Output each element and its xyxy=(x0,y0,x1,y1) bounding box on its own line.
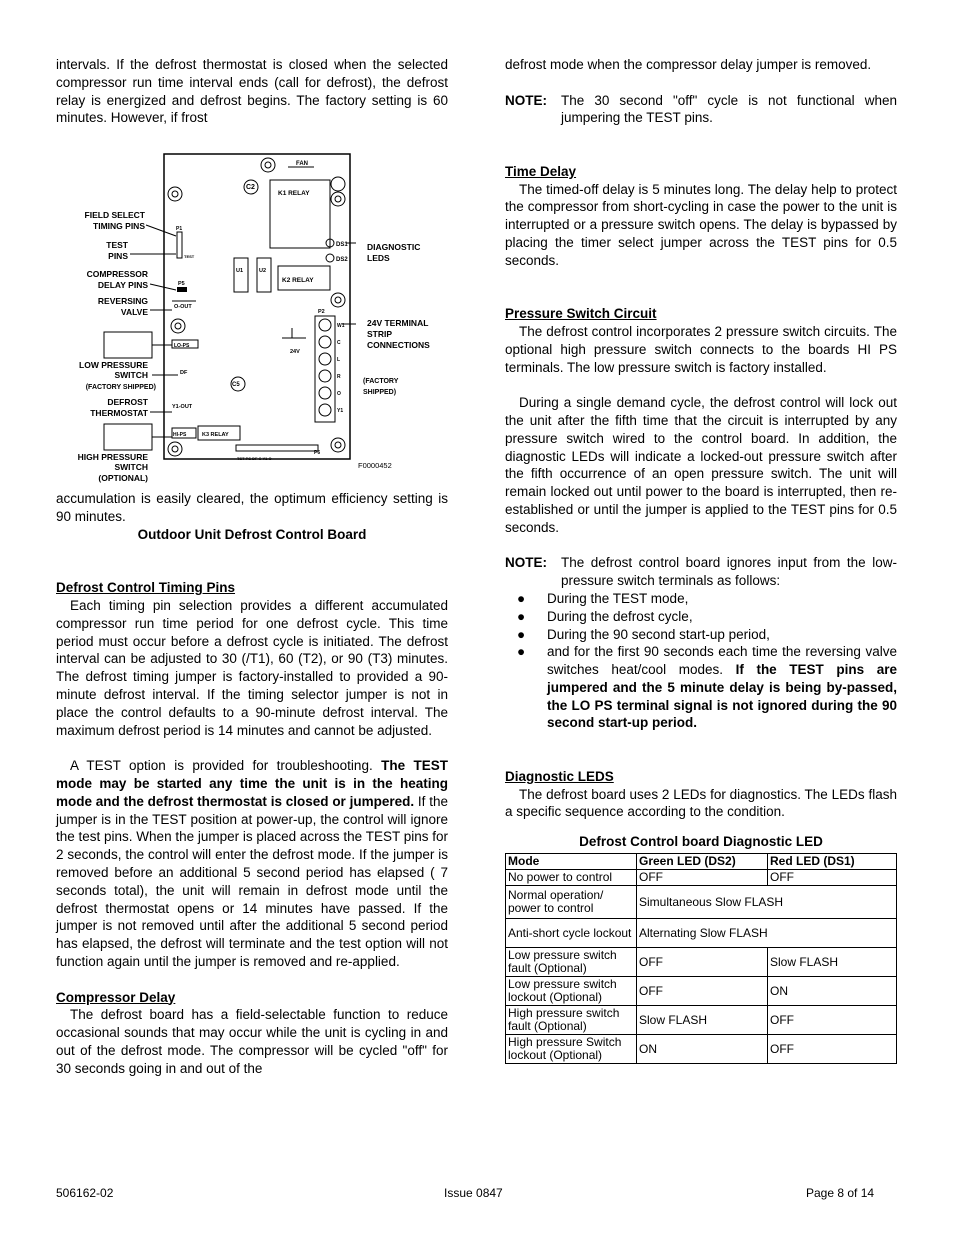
switch-label: SWITCH xyxy=(114,370,148,380)
k1-label: K1 RELAY xyxy=(278,190,310,197)
w1-label: W1 xyxy=(337,323,345,329)
test-text-a: A TEST option is provided for troubleshooting. xyxy=(70,758,373,774)
leds-label: LEDS xyxy=(367,253,390,263)
lo-ps-label: LO-PS xyxy=(174,343,190,349)
page-number: Page 8 of 14 xyxy=(806,1186,875,1200)
v24-label: 24V xyxy=(290,349,300,355)
table-row: Low pressure switch lockout (Optional) OFF ON xyxy=(506,977,897,1006)
l-label: L xyxy=(337,357,341,363)
optional-label: (OPTIONAL) xyxy=(98,473,148,483)
shipped-label: SHIPPED) xyxy=(363,389,397,396)
figure-caption: Outdoor Unit Defrost Control Board xyxy=(137,526,367,542)
delay-pins-label: DELAY PINS xyxy=(97,280,148,290)
test-text-bold: The TEST mode may be started any time the unit is in the heating mode and the defrost thermostat is closed or jumpered. xyxy=(56,758,448,809)
pressure-paragraph-2: During a single demand cycle, the defrost control will lock out the unit after the fifth time that the circuit is interrupted by any pressure switch wired to the control board. In addition, the diagnostic LEDs will indicate a locked-out pressure switch after the fifth occurrence of an open pressure switch. The unit will remain locked out until power to the board is interrupted, then re-established or until the jumper is applied to the TEST pins for 0.5 seconds. xyxy=(505,395,897,535)
test-paragraph xyxy=(56,757,448,971)
note1-text: The 30 second "off" cycle is not functional when jumpering the TEST pins. xyxy=(561,92,897,126)
right-column xyxy=(505,56,897,1064)
issue-number: Issue 0847 xyxy=(444,1186,503,1200)
doc-number: 506162-02 xyxy=(56,1186,114,1200)
pressure-paragraph: The defrost control incorporates 2 pressure switch circuits. The optional high pressure switch connects to the boards HI PS terminals. The low pressure switch is factory installed. xyxy=(505,323,897,375)
table-row: Normal operation/ power to control Simultaneous Slow FLASH xyxy=(506,886,897,919)
ds2-label: DS2 xyxy=(336,257,348,263)
figure-code: F0000452 xyxy=(358,461,392,470)
diagnostic-heading: Diagnostic LEDS xyxy=(505,768,614,784)
low-pressure-label: LOW PRESSURE xyxy=(79,360,148,370)
connections-label: CONNECTIONS xyxy=(367,340,430,350)
defrost-label: DEFROST xyxy=(107,397,148,407)
note1-label: NOTE: xyxy=(505,92,547,108)
df-label: DF xyxy=(180,370,188,376)
u1-label: U1 xyxy=(236,268,244,274)
intro-paragraph: intervals. If the defrost thermostat is closed when the selected compressor run time interval ends (call for defrost), the defrost relay is energized and defrost begins. The factory setting is 60 minutes. However, if frost xyxy=(56,57,448,126)
p5-label: P5 xyxy=(178,281,185,287)
list-item: ● and for the first 90 seconds each time the reversing valve switches heat/cool modes. If the TEST pins are jumpered and the 5 minute delay is being by-passed, the LO PS terminal signal is not ignored during the 90 second start-up period. xyxy=(517,644,897,731)
reversing-label: REVERSING xyxy=(97,296,148,306)
list-item: ● During the TEST mode, xyxy=(517,590,689,606)
list-item: ● During the defrost cycle, xyxy=(517,608,693,624)
c5-label: C5 xyxy=(232,382,240,388)
compressor-paragraph: The defrost board has a field-selectable function to reduce occasional sounds that may occur while the unit is cycling in and out of the defrost mode. The compressor will be cycled "off" for 30 seconds going in and out of the xyxy=(56,1007,448,1076)
diagnostic-paragraph: The defrost board uses 2 LEDs for diagnostics. The LEDs flash a specific sequence according to the condition. xyxy=(505,786,897,820)
timing-paragraph: Each timing pin selection provides a different accumulated compressor run time period for one defrost cycle. This time period must occur before a defrost cycle is initiated. The defrost interval can be adjusted to 30 (/T1), 60 (T2), or 90 (T3) minutes. The defrost timing jumper is factory-installed to provided a 90-minute defrost interval. If the timing selector jumper is not in place the control defaults to a 90-minute defrost interval. The maximum defrost period is 14 minutes and cannot be adjusted. xyxy=(56,597,448,738)
defrost-board-diagram xyxy=(60,148,448,488)
test-small-label: TEST xyxy=(184,254,195,259)
thermostat-label: THERMOSTAT xyxy=(90,408,148,418)
k3-label: K3 RELAY xyxy=(202,432,229,438)
note2-text: The defrost control board ignores input from the low-pressure switch terminals as follows: xyxy=(561,555,897,589)
p6-label: P6 xyxy=(314,450,321,456)
test-label: TEST xyxy=(106,240,128,250)
table-header: Mode xyxy=(506,854,637,870)
c2-label: C2 xyxy=(246,184,255,191)
switch2-label: SWITCH xyxy=(114,462,148,472)
v24-terminal-label: 24V TERMINAL xyxy=(367,318,429,328)
table-header: Red LED (DS1) xyxy=(768,854,897,870)
list-item: ● During the 90 second start-up period, xyxy=(517,626,770,642)
y1-label: Y1 xyxy=(337,408,344,414)
ds1-label: DS1 xyxy=(336,242,348,248)
right-intro: defrost mode when the compressor delay jumper is removed. xyxy=(505,57,872,72)
p1-label: P1 xyxy=(176,226,183,232)
factory-shipped-label: (FACTORY SHIPPED) xyxy=(85,384,156,391)
r-label: R xyxy=(337,374,341,380)
table-header: Green LED (DS2) xyxy=(637,854,768,870)
compressor-heading: Compressor Delay xyxy=(56,989,176,1005)
timing-pins-label: TIMING PINS xyxy=(93,221,145,231)
p6-pins-label: TST PS DF C Y1 O xyxy=(237,456,272,461)
time-delay-heading: Time Delay xyxy=(505,163,577,179)
p2-label: P2 xyxy=(318,309,325,315)
test-text-b: If the jumper is in the TEST position at power-up, the control will ignore the test pins. When the jumper is placed across the TEST pins for 2 seconds, the control will enter the defrost mode. If the jumper is removed before an additional 5 second period has elapsed ( 7 seconds total), the unit will remain in defrost mode until the defrost thermostat opens or 14 minutes have passed. If the jumper is not removed until after the additional 5 second period has elapsed, the defrost will terminate and the test option will not function again until the jumper is removed and re-applied. xyxy=(56,793,448,969)
table-header-row xyxy=(506,854,897,870)
diagnostic-led-table xyxy=(505,853,897,1064)
table-title: Defrost Control board Diagnostic LED xyxy=(579,834,823,850)
timing-heading: Defrost Control Timing Pins xyxy=(56,580,236,596)
o-label: O xyxy=(337,391,341,397)
factory-label: (FACTORY xyxy=(363,378,399,385)
diagnostic-label: DIAGNOSTIC xyxy=(367,242,421,252)
note-2 xyxy=(505,554,897,590)
valve-label: VALVE xyxy=(120,307,148,317)
hi-ps-label: HI-PS xyxy=(173,432,187,438)
bullet-list xyxy=(505,590,897,732)
note2-label: NOTE: xyxy=(505,555,547,571)
table-row: Anti-short cycle lockout Alternating Slow FLASH xyxy=(506,919,897,948)
o-out-label: O-OUT xyxy=(174,304,192,310)
strip-label: STRIP xyxy=(367,329,393,339)
compressor-label: COMPRESSOR xyxy=(86,269,148,279)
after-figure-paragraph: accumulation is easily cleared, the optimum efficiency setting is 90 minutes. xyxy=(56,491,448,524)
table-row: Low pressure switch fault (Optional) OFF Slow FLASH xyxy=(506,948,897,977)
pressure-heading: Pressure Switch Circuit xyxy=(505,306,657,322)
k2-label: K2 RELAY xyxy=(282,277,314,284)
time-delay-paragraph: The timed-off delay is 5 minutes long. The delay help to protect the compressor from short-cycling in case the power to the unit is interrupted or a pressure switch opens. The delay is bypassed by placing the timer select jumper across the TEST pins for 0.5 seconds. xyxy=(505,181,897,268)
table-row: No power to control OFF OFF xyxy=(506,870,897,886)
pins-label: PINS xyxy=(108,251,128,261)
note-1 xyxy=(505,92,897,128)
field-select-label: FIELD SELECT xyxy=(84,210,145,220)
y1-out-label: Y1-OUT xyxy=(172,404,193,410)
table-row: High pressure Switch lockout (Optional) ON OFF xyxy=(506,1035,897,1064)
high-pressure-label: HIGH PRESSURE xyxy=(77,452,148,462)
fan-label: FAN xyxy=(296,161,308,167)
table-row: High pressure switch fault (Optional) Slow FLASH OFF xyxy=(506,1006,897,1035)
c-label: C xyxy=(337,340,341,346)
u2-label: U2 xyxy=(259,268,267,274)
